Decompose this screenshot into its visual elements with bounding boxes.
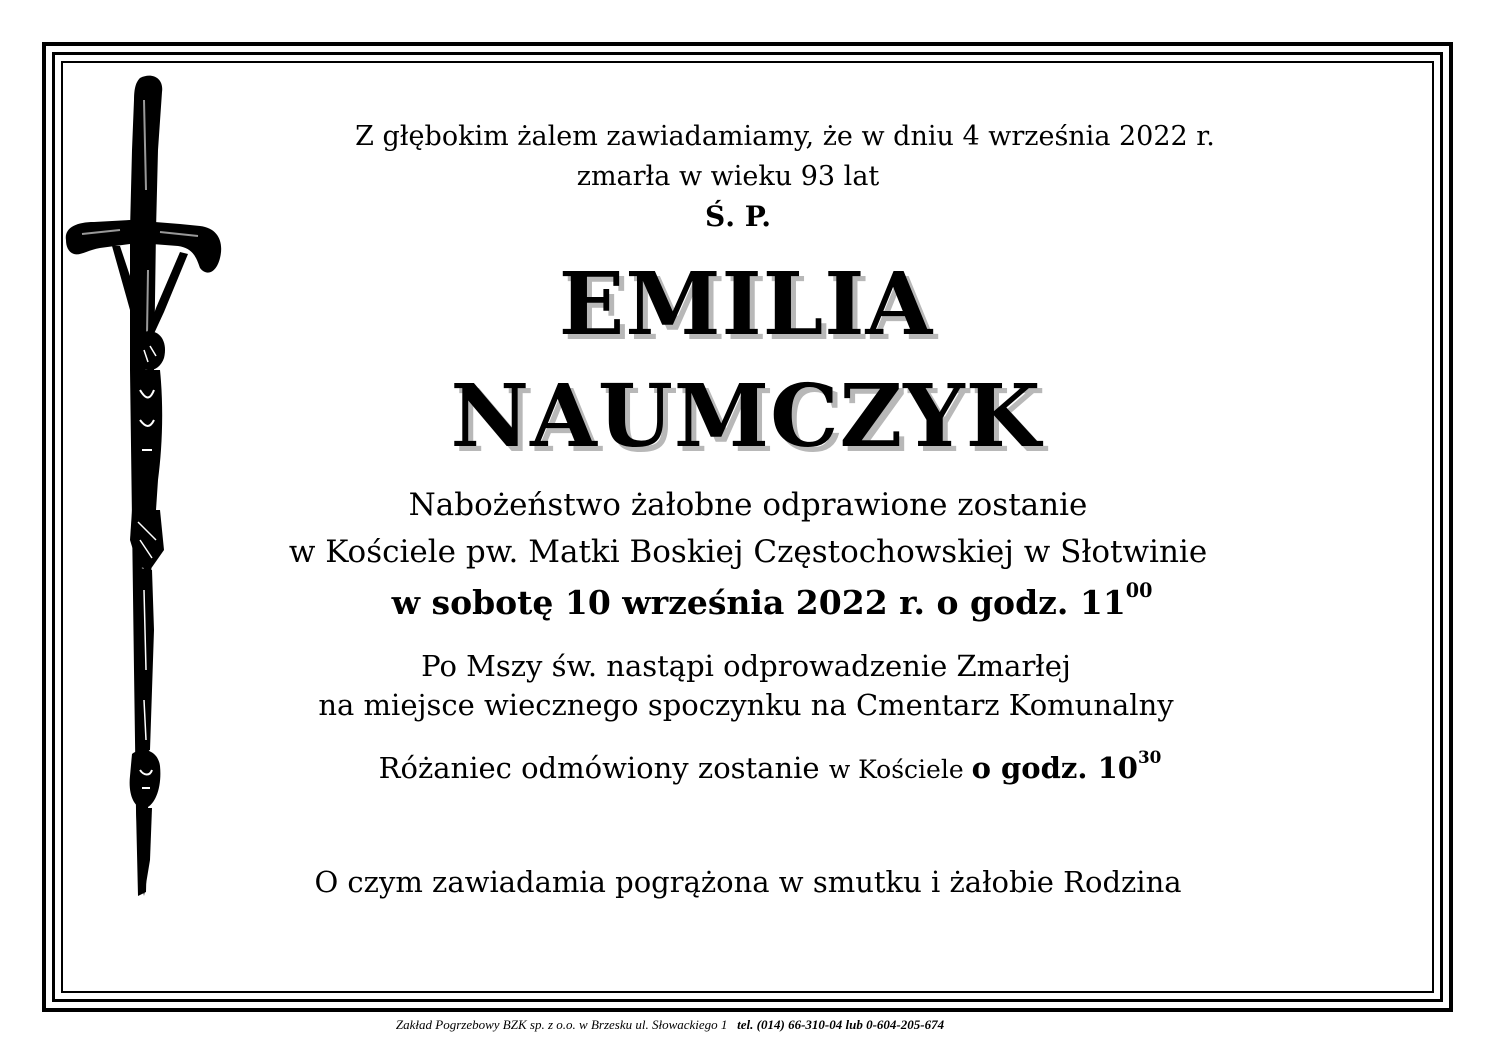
rosary-time: o godz. 10 (971, 751, 1138, 785)
deceased-last-name: NAUMCZYK (450, 366, 1042, 467)
procession-line-2: na miejsce wiecznego spoczynku na Cmentarz Komunalny (318, 688, 1174, 722)
mass-line-2: w Kościele pw. Matki Boskiej Częstochowskiej w Słotwinie (288, 534, 1208, 570)
sp-prefix: Ś. P. (705, 200, 771, 233)
rosary-time-minutes: 30 (1137, 746, 1162, 767)
rosary-place: w Kościele (828, 755, 972, 784)
crucifix-icon (60, 70, 225, 900)
mass-time-minutes: 00 (1125, 578, 1153, 602)
rosary-text: Różaniec odmówiony zostanie (378, 751, 829, 785)
mass-date (391, 578, 1153, 622)
mass-date-text: w sobotę 10 września 2022 r. o godz. 11 (391, 583, 1126, 622)
intro-line-1: Z głębokim żalem zawiadamiamy, że w dniu 4 września 2022 r. (355, 121, 1215, 152)
deceased-first-name: EMILIA (558, 254, 934, 355)
footer-phone: tel. (014) 66-310-04 lub 0-604-205-674 (737, 1017, 945, 1032)
mass-line-1: Nabożeństwo żałobne odprawione zostanie (408, 487, 1088, 523)
family-signature: O czym zawiadamia pogrążona w smutku i żałobie Rodzina (314, 865, 1182, 899)
footer-company: Zakład Pogrzebowy BZK sp. z o.o. w Brzesku ul. Słowackiego 1 (395, 1017, 728, 1032)
rosary-line (378, 746, 1162, 785)
procession-line-1: Po Mszy św. nastąpi odprowadzenie Zmarłej (421, 649, 1071, 683)
funeral-home-footer (396, 1017, 944, 1033)
intro-line-2: zmarła w wieku 93 lat (576, 161, 880, 192)
